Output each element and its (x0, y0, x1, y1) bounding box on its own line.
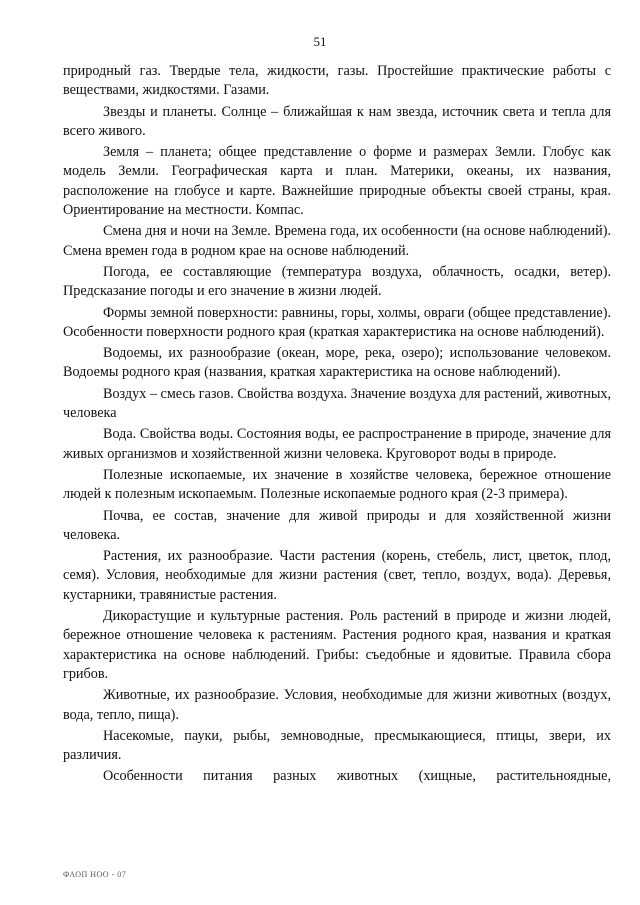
paragraph-wild-plants: Дикорастущие и культурные растения. Роль растений в природе и жизни людей, бережное отношение человека к растениям. Растения родного края, названия и краткая характеристика на основе наблюдений. Грибы: съедобные и ядовитые. Правила сбора грибов. (63, 608, 611, 682)
paragraph-animal-groups: Насекомые, пауки, рыбы, земноводные, пресмыкающиеся, птицы, звери, их различия. (63, 727, 611, 764)
page-number: 51 (313, 34, 327, 49)
paragraph-day-night: Смена дня и ночи на Земле. Времена года, их особенности (на основе наблюдений). Смена времен года в родном крае на основе наблюдений. (63, 223, 611, 259)
paragraph-continuation: природный газ. Твердые тела, жидкости, газы. Простейшие практические работы с веществами, жидкостями. Газами. (63, 63, 611, 99)
paragraph-plants: Растения, их разнообразие. Части растения (корень, стебель, лист, цветок, плод, семя). Условия, необходимые для жизни растения (свет, тепло, воздух, вода). Деревья, кустарники, травянистые растения. (63, 548, 611, 603)
paragraph-weather: Погода, ее составляющие (температура воздуха, облачность, осадки, ветер). Предсказание погоды и его значение в жизни людей. (63, 263, 611, 300)
paragraph-water-bodies: Водоемы, их разнообразие (океан, море, река, озеро); использование человеком. Водоемы родного края (названия, краткая характеристика на основе наблюдений). (63, 345, 611, 381)
paragraph-soil: Почва, ее состав, значение для живой природы и для хозяйственной жизни человека. (63, 507, 611, 543)
footer-document-code: ФАОП НОО - 07 (63, 870, 127, 879)
paragraph-animals: Животные, их разнообразие. Условия, необходимые для жизни животных (воздух, вода, тепло, пища). (63, 687, 611, 723)
page-body (63, 62, 611, 789)
paragraph-animal-nutrition: Особенности питания разных животных (хищные, растительноядные, (103, 768, 611, 785)
paragraph-minerals: Полезные ископаемые, их значение в хозяйстве человека, бережное отношение людей к полезным ископаемым. Полезные ископаемые родного края (2-3 примера). (63, 466, 611, 503)
paragraph-landforms: Формы земной поверхности: равнины, горы, холмы, овраги (общее представление). Особенности поверхности родного края (краткая характеристика на основе наблюдений). (63, 304, 611, 340)
paragraph-water: Вода. Свойства воды. Состояния воды, ее распространение в природе, значение для живых организмов и хозяйственной жизни человека. Круговорот воды в природе. (63, 426, 611, 462)
paragraph-stars-planets: Звезды и планеты. Солнце – ближайшая к нам звезда, источник света и тепла для всего живого. (63, 103, 611, 139)
paragraph-earth: Земля – планета; общее представление о форме и размерах Земли. Глобус как модель Земли. Географическая карта и план. Материки, океаны, их названия, расположение на глобусе и карте. Важнейшие природные объекты своей страны, края. Ориентирование на местности. Компас. (63, 144, 611, 219)
paragraph-air: Воздух – смесь газов. Свойства воздуха. Значение воздуха для растений, животных, человека (63, 385, 611, 422)
